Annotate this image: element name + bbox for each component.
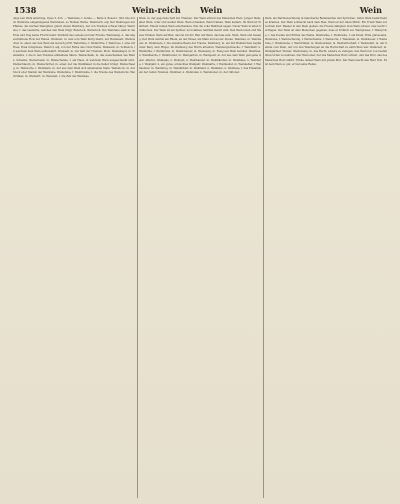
page-header bbox=[14, 5, 386, 17]
left-column-text: unge ben Wein aufwürge, Opus 3, 225. — Weinrebe, f. bonde. — Beim 4. Rosen I. 364. Die durch Weinrebe eingefangenen Weinreben, so Wolken Weibe. Weinreich. adj. Der Weinregen der Pflanze, die reichen Weingüter, gleich einem Weinberg, der von Trauben schwer hängt. Weinrebe, f. das Gewächs, welches den Wein trägt; Rebstock, Weinstock. Die Weinrebe sank in die Erde und trug keine Frucht mehr. Sinnbild des Lebens und der Freude. Weinreisig, n. das abgeschnittene Holz der Reben. Weinrest, m. was vom Wein übrig bleibt, der Bodensatz. Weinriecher, m. einer, der den Wein am Geruch prüft. Weinrinne, f. Weinröhre, f. Weinrose, f. eine Art Rose, Rosa rubiginosa. Weinrot, adj. von der Farbe des roten Weins. Weinsack, m. Schlauch, in welchem man Wein aufbewahrt. Weinsaft, m. der Saft der Trauben, Most. Weinsänger, m. Weinsäure, f. die in den Trauben enthaltene Säure. Weinschank, m. das Ausschenken des Weins, Schenke. Weinschenk, m. Weinschenke, f. ein Haus, in welchem Wein ausgeschenkt wird. Weinschlauch, m. Weinschröter, m. einer, der die Weinfässer in die Keller bringt. Weinschwelg, m. Weinsorte, f. Weinstein, m. der aus dem Wein sich absetzende Stein. Weinstock, m. der Stock oder Stamm der Weinrebe. Weinstube, f. Weintraube, f. die Traube des Weinstocks. Weintrinker, m. Weinwirt, m. Weinzeit, f. die Zeit der Weinlese. bbox=[13, 17, 135, 79]
middle-column-text: Wein, m. der gegorene Saft der Trauben. Der Wein erfreut des Menschen Herz. Junger Wein, alter Wein, roter und weißer Wein. Wein schenken, Wein trinken, Wein keltern. Im Wein ist Wahrheit. Einem reinen Wein einschenken, ihm die volle Wahrheit sagen. Neuer Wein in alten Schläuchen. Der Wein ist ein Spötter, und starkes Getränk macht wild. Den Wein loben und Wasser trinken. Wein auf Bier, das rat ich dir; Bier auf Wein, das lass sein. Wein, Weib und Gesang. Der Wein wächst am Rhein, an der Mosel, am Main und an der Donau. Weinbau, m. Weinbauer, m. Weinbeere, f. die einzelne Beere der Traube. Weinberg, m. ein mit Weinstöcken bepflanzter Berg oder Hügel. Im Weinberg des Herrn arbeiten. Weinbergschnecke, f. Weinblatt, n. Weinblüte, f. Weinbrand, m. Weinbrenner, m. Weinessig, m. Essig aus Wein bereitet. Weinfass, n. Weinflasche, f. Weinfreund, m. Weingarten, m. Weingeist, m. der aus dem Wein gezogene Geist, Alkohol. Weinglas, n. Weingut, n. Weinhandel, m. Weinhändler, m. Weinhaus, n. Weinhefe, f. Weinjahr, n. ein gutes, schlechtes Weinjahr. Weinkarte, f. Weinkeller, m. Weinkelter, f. Weinkenner, m. Weinkrug, m. Weinkühler, m. Weinland, n. Weinlaub, n. Weinlese, f. das Einsammeln der reifen Trauben. Weinlied, n. Weinlokal, n. Weinmonat, m. der Oktober. bbox=[139, 17, 261, 75]
left-column bbox=[13, 17, 135, 500]
right-column-text: Wein, als Wertbezeichnung in mancherlei Redensarten und Sprüchen. Guter Wein bedarf keines Kranzes. Der Wein schmeckt nach dem Fass. Wein ist der Alten Milch. Ein Trunk Wein zur rechten Zeit. Wasser in den Wein gießen, die Freude dämpfen. Den Wein schwer oder leicht vertragen. Der Wein ist dem Menschen gegeben, dass er fröhlich sei. Weinpresse, f. Weinprobe, f. das Kosten und Prüfen des Weins. Weinranke, f. Weinraute, f. ein Kraut, Ruta graveolens. Weinrebe, f. Weinrechnung, f. Weinschenke, f. Weinsorte, f. Weinstein, m. Weinsteuer, f. Weinstube, f. Weintraube, f. Weintrinker, m. Weinverkauf, m. Weinwirtschaft, f. Weinzehnt, m. der Zehnte vom Wein, der von den Weinbergen an die Herrschaft zu entrichten war. Weinzierl, m. Weingärtner, Winzer. Weinzwang, m. das Recht, andere zu zwingen, den Wein nur von bestimmten Orten zu nehmen. Der Wein aber, der des Menschen Herz erfreut, und das Brot, das des Menschen Herz stärkt. Trinke deinen Wein mit gutem Mut. Der Wein macht das Herz froh. Es ist kein Wein so gut, er hat seine Hefen. bbox=[265, 17, 387, 66]
column-divider bbox=[263, 17, 264, 498]
right-headword: Wein bbox=[359, 5, 382, 15]
right-column bbox=[265, 17, 387, 500]
middle-column bbox=[139, 17, 261, 500]
center-headword: Wein bbox=[200, 5, 223, 15]
page-number: 1538 bbox=[14, 5, 37, 15]
left-headword: Wein-reich bbox=[132, 5, 181, 15]
column-divider bbox=[137, 17, 138, 498]
